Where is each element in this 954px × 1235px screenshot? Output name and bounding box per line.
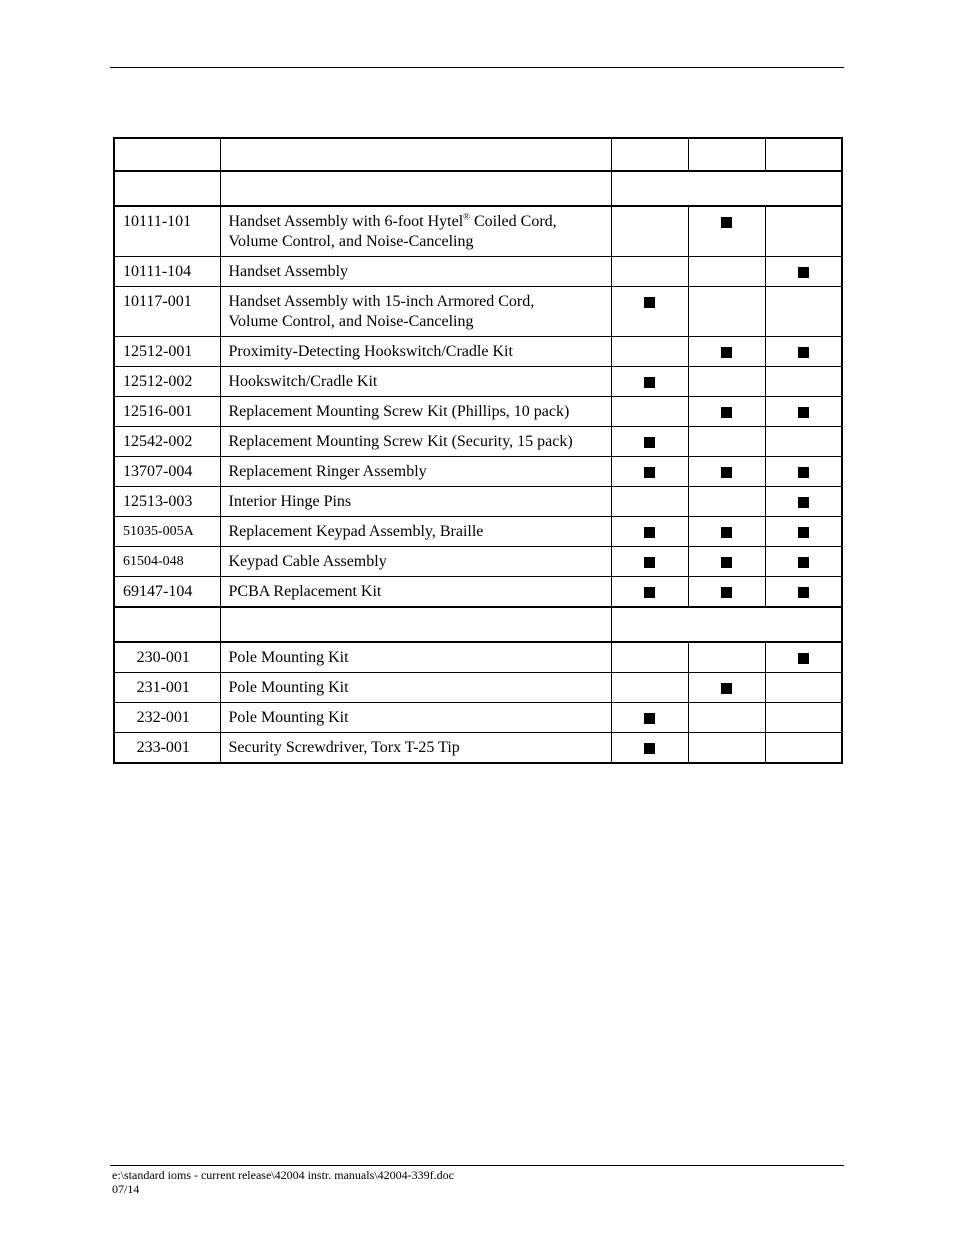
- mark-cell: [765, 487, 842, 517]
- mark-cell: [611, 547, 688, 577]
- filled-square-icon: [721, 347, 732, 358]
- mark-cell: [765, 547, 842, 577]
- filled-square-icon: [644, 557, 655, 568]
- filled-square-icon: [798, 497, 809, 508]
- part-number: 10111-104: [114, 257, 220, 287]
- mark-cell: [611, 577, 688, 608]
- filled-square-icon: [798, 347, 809, 358]
- section-cell: [220, 171, 611, 206]
- mark-cell: [611, 257, 688, 287]
- table-row: [114, 673, 842, 703]
- mark-cell: [611, 487, 688, 517]
- table-row: [114, 703, 842, 733]
- filled-square-icon: [721, 587, 732, 598]
- mark-cell: [611, 367, 688, 397]
- filled-square-icon: [721, 683, 732, 694]
- filled-square-icon: [644, 297, 655, 308]
- footer: [112, 1168, 454, 1196]
- mark-cell: [688, 487, 765, 517]
- part-number: 12512-001: [114, 337, 220, 367]
- mark-cell: [765, 397, 842, 427]
- filled-square-icon: [798, 467, 809, 478]
- section-header-row: [114, 607, 842, 642]
- mark-cell: [688, 457, 765, 487]
- table-row: [114, 577, 842, 608]
- part-number: 12512-002: [114, 367, 220, 397]
- section-header-row: [114, 171, 842, 206]
- section-cell: [220, 607, 611, 642]
- table-header-row: [114, 138, 842, 171]
- registered-mark: ®: [463, 211, 470, 222]
- mark-cell: [688, 517, 765, 547]
- filled-square-icon: [721, 557, 732, 568]
- filled-square-icon: [644, 743, 655, 754]
- header-cell-model-b: [688, 138, 765, 171]
- part-number: 13707-004: [114, 457, 220, 487]
- filled-square-icon: [798, 267, 809, 278]
- filled-square-icon: [798, 407, 809, 418]
- mark-cell: [611, 733, 688, 764]
- part-description: Hookswitch/Cradle Kit: [220, 367, 611, 397]
- mark-cell: [688, 577, 765, 608]
- mark-cell: [688, 206, 765, 257]
- part-description: Handset Assembly with 15-inch Armored Cord, Volume Control, and Noise-Canceling: [220, 287, 611, 337]
- header-cell-model-a: [611, 138, 688, 171]
- table-row: [114, 517, 842, 547]
- part-number: 12542-002: [114, 427, 220, 457]
- part-description: Interior Hinge Pins: [220, 487, 611, 517]
- mark-cell: [611, 673, 688, 703]
- footer-rule: [110, 1165, 844, 1166]
- table-row: [114, 397, 842, 427]
- part-description: Security Screwdriver, Torx T-25 Tip: [220, 733, 611, 764]
- mark-cell: [688, 703, 765, 733]
- table-row: [114, 287, 842, 337]
- mark-cell: [611, 397, 688, 427]
- part-number: 230-001: [114, 642, 220, 673]
- filled-square-icon: [644, 587, 655, 598]
- part-description: Proximity-Detecting Hookswitch/Cradle Kit: [220, 337, 611, 367]
- mark-cell: [688, 642, 765, 673]
- footer-file-path: e:\standard ioms - current release\42004 instr. manuals\42004-339f.doc: [112, 1168, 454, 1182]
- part-number: 12513-003: [114, 487, 220, 517]
- filled-square-icon: [644, 437, 655, 448]
- header-rule: [110, 67, 844, 68]
- mark-cell: [688, 287, 765, 337]
- part-number: 233-001: [114, 733, 220, 764]
- header-cell-part-number: [114, 138, 220, 171]
- mark-cell: [611, 703, 688, 733]
- mark-cell: [688, 427, 765, 457]
- mark-cell: [611, 642, 688, 673]
- mark-cell: [611, 457, 688, 487]
- mark-cell: [765, 733, 842, 764]
- table-row: [114, 547, 842, 577]
- mark-cell: [765, 367, 842, 397]
- part-description: Pole Mounting Kit: [220, 673, 611, 703]
- mark-cell: [688, 367, 765, 397]
- filled-square-icon: [644, 713, 655, 724]
- filled-square-icon: [644, 467, 655, 478]
- mark-cell: [611, 337, 688, 367]
- filled-square-icon: [721, 527, 732, 538]
- header-cell-description: [220, 138, 611, 171]
- filled-square-icon: [721, 407, 732, 418]
- mark-cell: [611, 206, 688, 257]
- section-cell: [611, 607, 842, 642]
- part-number: 10117-001: [114, 287, 220, 337]
- section-cell: [114, 171, 220, 206]
- mark-cell: [765, 577, 842, 608]
- part-description: Handset Assembly with 6-foot Hytel® Coiled Cord, Volume Control, and Noise-Canceling: [220, 206, 611, 257]
- mark-cell: [611, 427, 688, 457]
- mark-cell: [765, 257, 842, 287]
- part-description: Replacement Ringer Assembly: [220, 457, 611, 487]
- mark-cell: [688, 547, 765, 577]
- mark-cell: [688, 257, 765, 287]
- filled-square-icon: [798, 653, 809, 664]
- part-description: Handset Assembly: [220, 257, 611, 287]
- part-number: 51035-005A: [114, 517, 220, 547]
- mark-cell: [688, 397, 765, 427]
- part-number: 12516-001: [114, 397, 220, 427]
- section-cell: [611, 171, 842, 206]
- section-cell: [114, 607, 220, 642]
- table-row: [114, 733, 842, 764]
- mark-cell: [765, 206, 842, 257]
- table-row: [114, 427, 842, 457]
- part-number: 10111-101: [114, 206, 220, 257]
- filled-square-icon: [798, 557, 809, 568]
- part-description: PCBA Replacement Kit: [220, 577, 611, 608]
- mark-cell: [765, 287, 842, 337]
- part-number: 232-001: [114, 703, 220, 733]
- mark-cell: [688, 733, 765, 764]
- table-row: [114, 257, 842, 287]
- part-description: Pole Mounting Kit: [220, 703, 611, 733]
- mark-cell: [765, 673, 842, 703]
- filled-square-icon: [798, 527, 809, 538]
- table-row: [114, 642, 842, 673]
- table-row: [114, 206, 842, 257]
- filled-square-icon: [721, 467, 732, 478]
- part-number: 61504-048: [114, 547, 220, 577]
- part-description: Replacement Keypad Assembly, Braille: [220, 517, 611, 547]
- table-row: [114, 337, 842, 367]
- footer-date: 07/14: [112, 1182, 140, 1196]
- mark-cell: [611, 287, 688, 337]
- mark-cell: [765, 642, 842, 673]
- table-row: [114, 457, 842, 487]
- mark-cell: [688, 673, 765, 703]
- mark-cell: [765, 337, 842, 367]
- filled-square-icon: [644, 377, 655, 388]
- mark-cell: [688, 337, 765, 367]
- part-number: 231-001: [114, 673, 220, 703]
- table-row: [114, 487, 842, 517]
- mark-cell: [765, 517, 842, 547]
- part-description: Replacement Mounting Screw Kit (Security, 15 pack): [220, 427, 611, 457]
- part-number: 69147-104: [114, 577, 220, 608]
- part-description: Keypad Cable Assembly: [220, 547, 611, 577]
- part-description: Replacement Mounting Screw Kit (Phillips, 10 pack): [220, 397, 611, 427]
- mark-cell: [765, 703, 842, 733]
- parts-table: [113, 137, 843, 764]
- mark-cell: [765, 457, 842, 487]
- mark-cell: [765, 427, 842, 457]
- part-description: Pole Mounting Kit: [220, 642, 611, 673]
- table-row: [114, 367, 842, 397]
- filled-square-icon: [644, 527, 655, 538]
- mark-cell: [611, 517, 688, 547]
- filled-square-icon: [798, 587, 809, 598]
- header-cell-model-c: [765, 138, 842, 171]
- filled-square-icon: [721, 217, 732, 228]
